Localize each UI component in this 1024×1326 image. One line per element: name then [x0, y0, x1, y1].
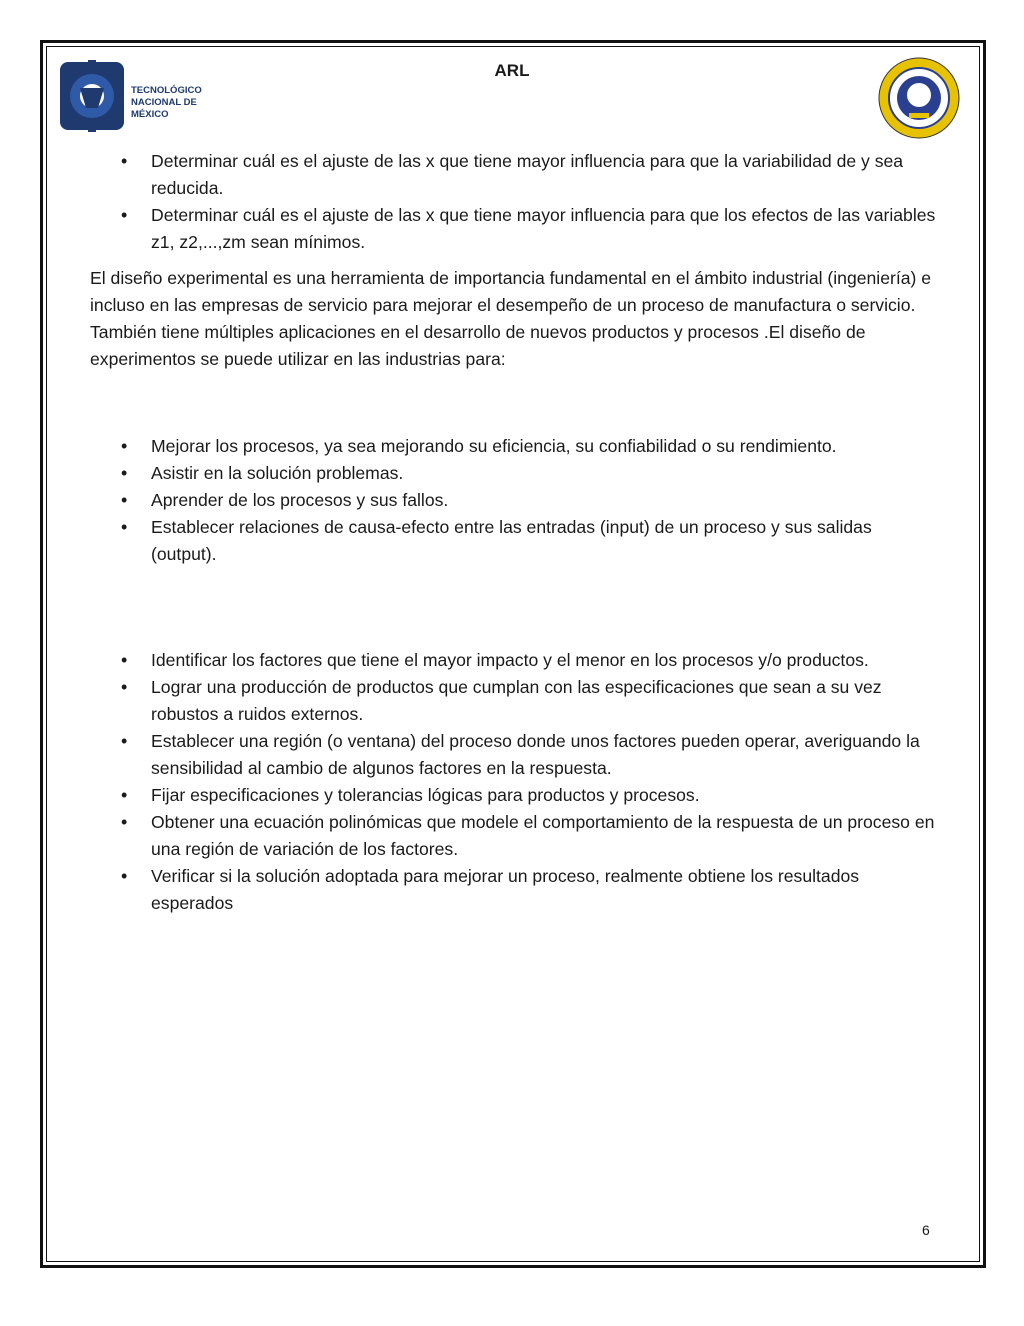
bullet-list-2 [90, 433, 940, 568]
list-item: • Determinar cuál es el ajuste de las x que tiene mayor influencia para que la variabilidad de y sea reducida. [90, 148, 940, 202]
logo-text-line-1: TECNOLÓGICO [131, 85, 202, 96]
institute-seal-icon [878, 57, 960, 139]
logo-text [131, 85, 218, 121]
list-item: • Fijar especificaciones y tolerancias lógicas para productos y procesos. [90, 782, 940, 809]
list-item: • Verificar si la solución adoptada para mejorar un proceso, realmente obtiene los resultados esperados [90, 863, 940, 917]
list-item: • Mejorar los procesos, ya sea mejorando su eficiencia, su confiabilidad o su rendimiento. [90, 433, 940, 460]
list-item: • Lograr una producción de productos que cumplan con las especificaciones que sean a su vez robustos a ruidos externos. [90, 674, 940, 728]
list-item: • Identificar los factores que tiene el mayor impacto y el menor en los procesos y/o productos. [90, 647, 940, 674]
page-title: ARL [494, 61, 530, 80]
list-item: • Establecer relaciones de causa-efecto entre las entradas (input) de un proceso y sus salidas (output). [90, 514, 940, 568]
bullet-list-3 [90, 647, 940, 917]
page-number: 6 [922, 1222, 930, 1238]
list-item: • Establecer una región (o ventana) del proceso donde unos factores pueden operar, averiguando la sensibilidad al cambio de algunos factores en la respuesta. [90, 728, 940, 782]
list-item: • Aprender de los procesos y sus fallos. [90, 487, 940, 514]
bullet-list-1 [90, 148, 940, 256]
list-item: • Determinar cuál es el ajuste de las x que tiene mayor influencia para que los efectos de las variables z1, z2,...,zm sean mínimos. [90, 202, 940, 256]
logo-text-line-2: NACIONAL DE MÉXICO [131, 97, 197, 120]
list-item: • Obtener una ecuación polinómicas que modele el comportamiento de la respuesta de un proceso en una región de variación de los factores. [90, 809, 940, 863]
list-item: • Asistir en la solución problemas. [90, 460, 940, 487]
body-paragraph: El diseño experimental es una herramienta de importancia fundamental en el ámbito industrial (ingeniería) e incluso en las empresas de servicio para mejorar el desempeño de un proceso de manufactura o servicio. También tiene múltiples aplicaciones en el desarrollo de nuevos productos y procesos .El diseño de experimentos se puede utilizar en las industrias para: [90, 268, 932, 369]
document-body [90, 148, 940, 917]
